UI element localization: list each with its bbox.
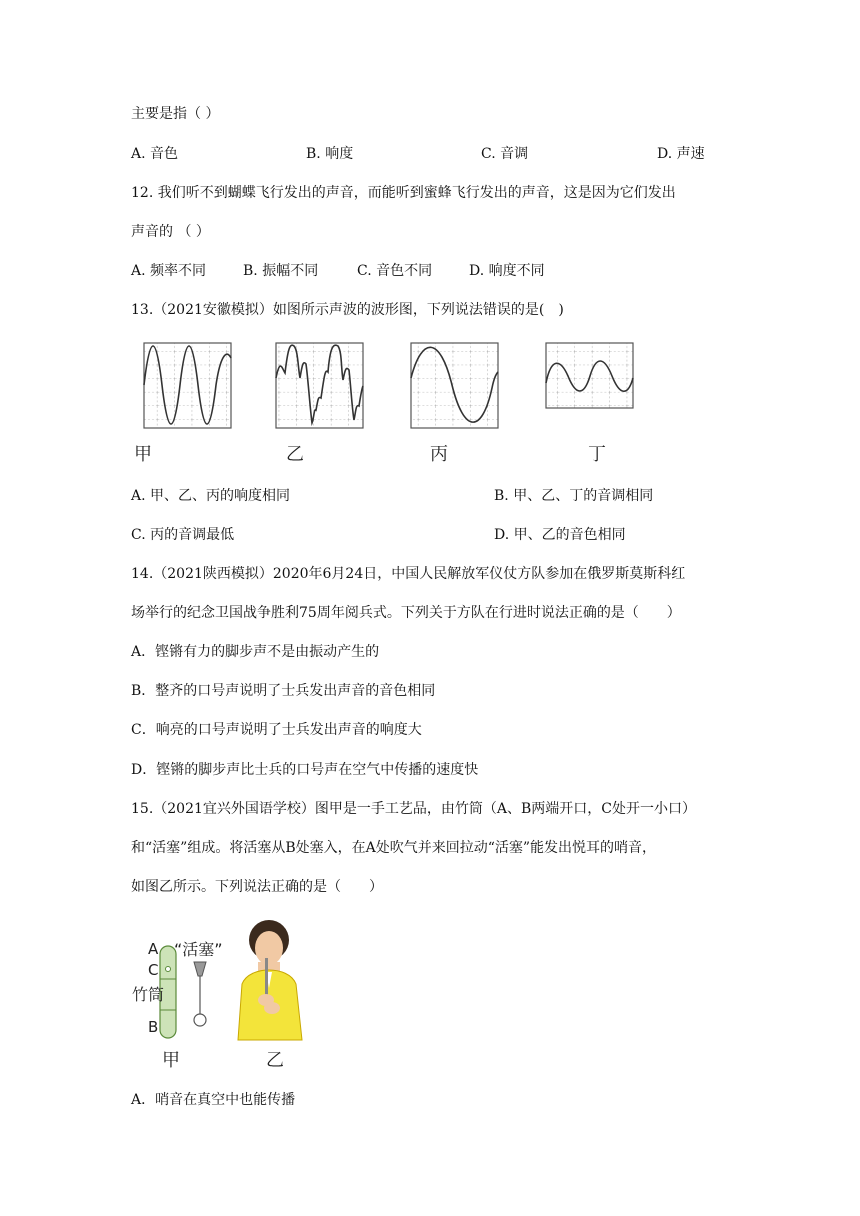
wave-label-yi: 乙 [286, 444, 304, 465]
wave-bing [411, 343, 498, 428]
whistle-label-piston: “活塞” [174, 940, 223, 959]
q13-option-c: C. 丙的音调最低 [131, 527, 235, 543]
q14-option-b: B．整齐的口号声说明了士兵发出声音的音色相同 [131, 683, 436, 699]
q11-option-d: D. 声速 [657, 146, 705, 162]
q15-option-a: A．哨音在真空中也能传播 [131, 1092, 296, 1108]
q12-stem-line2: 声音的 （ ） [131, 224, 210, 240]
whistle-label-jia: 甲 [162, 1050, 180, 1071]
q13-option-b: B. 甲、乙、丁的音调相同 [494, 488, 654, 504]
q11-option-b: B. 响度 [306, 146, 354, 162]
q14-option-d: D．铿锵的脚步声比士兵的口号声在空气中传播的速度快 [131, 762, 479, 778]
q12-option-d: D. 响度不同 [469, 263, 545, 279]
girl-playing-whistle-image [230, 918, 312, 1040]
whistle-label-yi: 乙 [266, 1050, 284, 1071]
wave-jia [144, 343, 231, 428]
whistle-label-a: A [148, 940, 159, 958]
wave-ding [546, 343, 633, 408]
wave-label-jia: 甲 [134, 444, 152, 465]
q13-option-d: D. 甲、乙的音色相同 [494, 527, 626, 543]
wave-label-ding: 丁 [588, 444, 606, 465]
q13-option-a: A. 甲、乙、丙的响度相同 [131, 488, 291, 504]
q11-option-a: A. 音色 [131, 146, 179, 162]
q14-stem-line1: 14.（2021陕西模拟）2020年6月24日，中国人民解放军仪仗方队参加在俄罗斯莫斯科红 [131, 566, 686, 582]
whistle-label-c: C [148, 961, 159, 979]
waveform-svg [140, 338, 660, 468]
q15-stem-line3: 如图乙所示。下列说法正确的是（ ） [131, 879, 383, 895]
whistle-label-b: B [148, 1018, 159, 1036]
whistle-label-tube: 竹筒 [132, 985, 165, 1004]
q14-stem-line2: 场举行的纪念卫国战争胜利75周年阅兵式。下列关于方队在行进时说法正确的是（ ） [131, 605, 681, 621]
q15-stem-line2: 和“活塞”组成。将活塞从B处塞入，在A处吹气并来回拉动“活塞”能发出悦耳的哨音， [131, 840, 657, 856]
q11-option-c: C. 音调 [481, 146, 529, 162]
wave-label-bing: 丙 [430, 444, 448, 465]
wave-yi [276, 343, 363, 428]
q14-option-c: C．响亮的口号声说明了士兵发出声音的响度大 [131, 722, 422, 738]
q13-stem: 13.（2021安徽模拟）如图所示声波的波形图，下列说法错误的是( ) [131, 302, 564, 318]
q12-option-b: B. 振幅不同 [243, 263, 319, 279]
q13-waveform-figure [140, 338, 660, 468]
q12-option-c: C. 音色不同 [357, 263, 433, 279]
q12-option-a: A. 频率不同 [131, 263, 207, 279]
q15-stem-line1: 15.（2021宜兴外国语学校）图甲是一手工艺品，由竹筒（A、B两端开口，C处开一小口） [131, 801, 697, 817]
q14-option-a: A．铿锵有力的脚步声不是由振动产生的 [131, 644, 380, 660]
q11-stem-tail: 主要是指（ ） [131, 106, 220, 122]
q12-stem-line1: 12. 我们听不到蝴蝶飞行发出的声音，而能听到蜜蜂飞行发出的声音，这是因为它们发出 [131, 185, 676, 201]
piston [194, 962, 206, 1026]
